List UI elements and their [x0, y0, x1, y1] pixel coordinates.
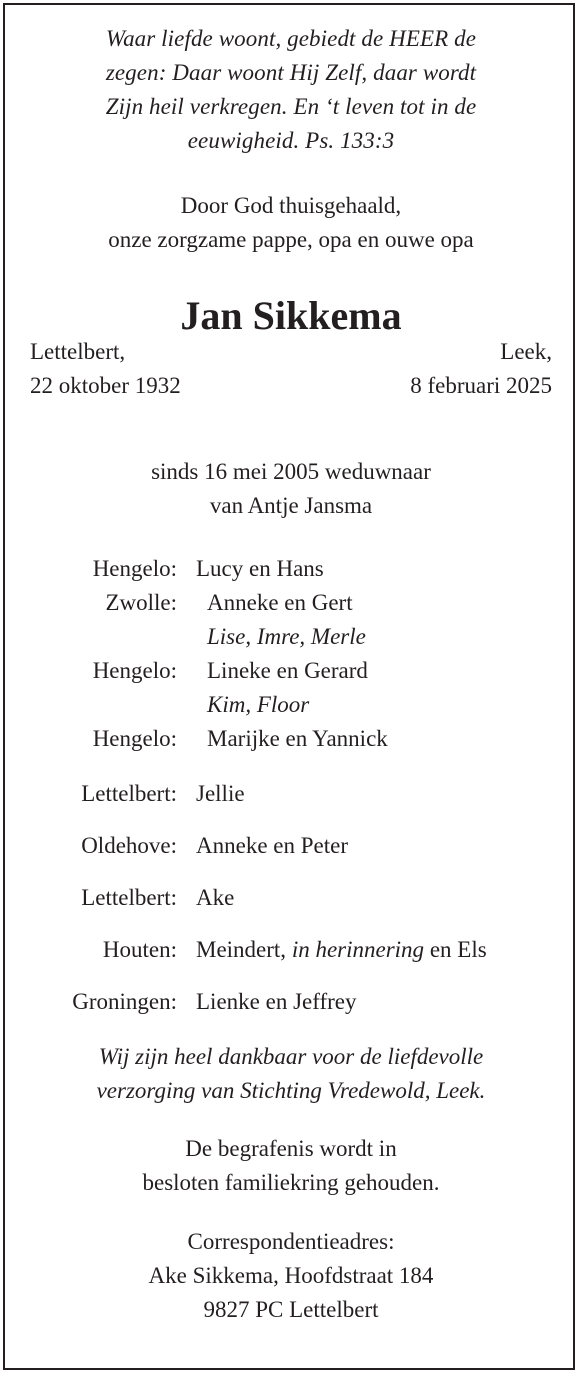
- family-row: [0, 688, 582, 722]
- death-info: [410, 335, 552, 403]
- funeral-line: besloten familiekring gehouden.: [142, 1170, 440, 1195]
- family-place: Hengelo:: [92, 658, 177, 683]
- in-memory-note: in herinnering: [291, 937, 425, 962]
- bible-verse: [0, 22, 582, 158]
- thanks-line: verzorging van Stichting Vredewold, Leek.: [96, 1078, 486, 1103]
- family-place: Lettelbert:: [81, 885, 177, 910]
- family-place: Groningen:: [72, 989, 177, 1014]
- birth-info: [30, 335, 181, 403]
- family-row: [0, 586, 582, 620]
- family-row: [0, 654, 582, 688]
- family-names: Anneke en Peter: [196, 833, 348, 858]
- deceased-name: Jan Sikkema: [180, 293, 402, 338]
- family-place: Zwolle:: [105, 590, 177, 615]
- family-place: Hengelo:: [92, 726, 177, 751]
- birth-date: 22 oktober 1932: [30, 373, 181, 398]
- correspondence-address: [0, 1225, 582, 1327]
- family-place: Lettelbert:: [81, 781, 177, 806]
- family-row: [0, 722, 582, 756]
- family-place: Oldehove:: [81, 833, 177, 858]
- thanks-text: [0, 1040, 582, 1108]
- verse-line: Waar liefde woont, gebiedt de HEER de: [105, 26, 477, 51]
- family-row: [0, 552, 582, 586]
- widower-text: [0, 455, 582, 523]
- family-row: [0, 985, 582, 1019]
- family-names: Jellie: [196, 781, 245, 806]
- family-name-part: en Els: [429, 937, 487, 962]
- family-name-part: Meindert,: [196, 937, 287, 962]
- family-row: [0, 881, 582, 915]
- family-row: [0, 620, 582, 654]
- verse-line: eeuwigheid. Ps. 133:3: [187, 128, 395, 153]
- family-names: Marijke en Yannick: [207, 726, 388, 751]
- birth-place: Lettelbert,: [30, 339, 126, 364]
- death-place: Leek,: [500, 339, 552, 364]
- intro-text: [0, 189, 582, 257]
- widower-line: van Antje Jansma: [209, 493, 373, 518]
- family-row: [0, 933, 582, 967]
- funeral-line: De begrafenis wordt in: [185, 1136, 397, 1161]
- funeral-text: [0, 1132, 582, 1200]
- intro-line: Door God thuisgehaald,: [180, 193, 402, 218]
- grandchildren-names: Kim, Floor: [207, 692, 310, 717]
- family-names: Lucy en Hans: [196, 556, 324, 581]
- family-names: Ake: [196, 885, 235, 910]
- family-names: Lienke en Jeffrey: [196, 989, 357, 1014]
- widower-line: sinds 16 mei 2005 weduwnaar: [151, 459, 431, 484]
- correspondence-line: 9827 PC Lettelbert: [203, 1297, 379, 1322]
- intro-line: onze zorgzame pappe, opa en ouwe opa: [108, 227, 474, 252]
- family-row: [0, 829, 582, 863]
- grandchildren-names: Lise, Imre, Merle: [207, 624, 366, 649]
- family-names: Anneke en Gert: [207, 590, 353, 615]
- family-place: Houten:: [102, 937, 177, 962]
- verse-line: zegen: Daar woont Hij Zelf, daar wordt: [105, 60, 477, 85]
- death-date: 8 februari 2025: [410, 373, 552, 398]
- verse-line: Zijn heil verkregen. En ‘t leven tot in de: [105, 94, 477, 119]
- family-row: [0, 777, 582, 811]
- family-names: [196, 933, 487, 967]
- correspondence-label: Correspondentieadres:: [187, 1229, 395, 1254]
- family-names: Lineke en Gerard: [207, 658, 368, 683]
- family-place: Hengelo:: [92, 556, 177, 581]
- thanks-line: Wij zijn heel dankbaar voor de liefdevolle: [98, 1044, 484, 1069]
- correspondence-line: Ake Sikkema, Hoofdstraat 184: [148, 1263, 434, 1288]
